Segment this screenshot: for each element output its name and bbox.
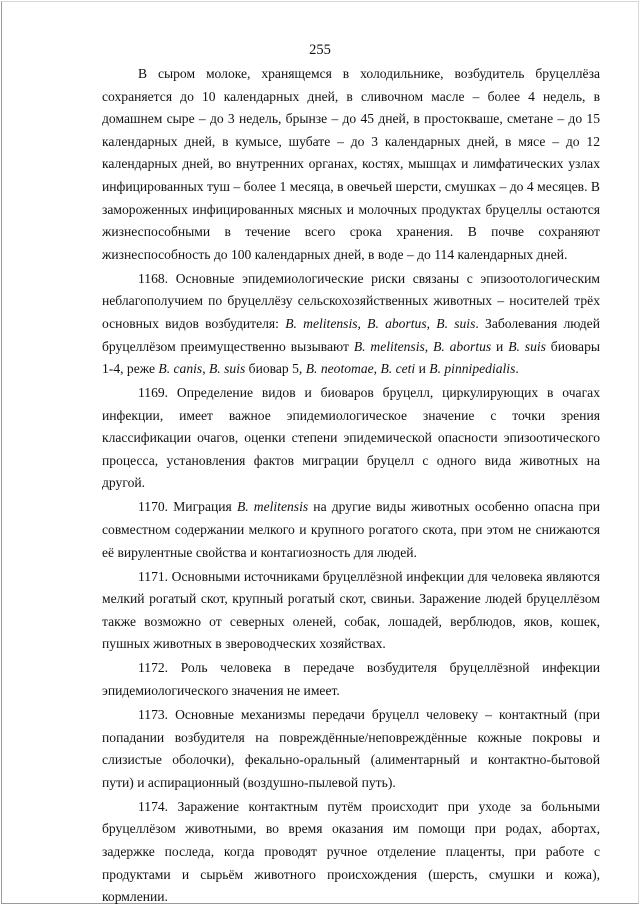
species-name: B. suis bbox=[209, 361, 246, 377]
text-segment: 1173. Основные механизмы передачи бруцелл человеку – контактный (при попадании возбудителя на повреждённые/неповреждённые кожные покровы и слизистые оболочки), фекально-оральный (алиментарный и контактно-бытовой пути) и аспирационный (воздушно-пылевой путь). bbox=[102, 706, 600, 790]
species-name: B. abortus bbox=[433, 338, 492, 354]
text-segment: на другие виды животных особенно опасна при совместном содержании мелкого и крупного рогатого скота, при этом не снижаются её вирулентные свойства и контагиозность для людей. bbox=[102, 499, 601, 560]
paragraph bbox=[102, 63, 600, 266]
species-name: B. neotomae bbox=[305, 361, 374, 377]
paragraph bbox=[102, 382, 600, 495]
species-name: B. melitensis bbox=[285, 315, 358, 331]
text-segment: 1170. Миграция bbox=[138, 499, 237, 515]
text-segment: биовары 1-4, реже bbox=[102, 338, 600, 377]
species-name: B. abortus bbox=[367, 315, 427, 331]
paragraph bbox=[102, 496, 600, 564]
text-segment: и bbox=[491, 338, 509, 354]
paragraph bbox=[102, 796, 600, 909]
text-segment: , bbox=[202, 361, 209, 377]
species-name: B. canis bbox=[158, 361, 203, 377]
text-segment: , bbox=[373, 361, 381, 377]
text-segment: , bbox=[357, 315, 368, 331]
species-name: B. ceti bbox=[380, 361, 416, 377]
text-segment: 1172. Роль человека в передаче возбудителя бруцеллёзной инфекции эпидемиологического значения не имеет. bbox=[102, 660, 600, 698]
text-segment: и bbox=[415, 361, 430, 377]
paragraph bbox=[102, 704, 600, 794]
text-segment: 1171. Основными источниками бруцеллёзной инфекции для человека являются мелкий рогатый скот, крупный рогатый скот, свиньи. Заражение людей бруцеллёзом также возможно от северных оленей, собак, лошадей, верблюдов, яков, кошек, пушных животных в звероводческих хозяйствах. bbox=[102, 568, 600, 652]
species-name: B. suis bbox=[436, 315, 476, 331]
text-segment: биовар 5, bbox=[245, 361, 306, 377]
species-name: B. melitensis bbox=[236, 499, 309, 515]
text-segment: . Заболевания людей бруцеллёзом преимущественно вызывают bbox=[102, 315, 600, 354]
text-segment: В сыром молоке, хранящемся в холодильнике, возбудитель бруцеллёза сохраняется до 10 календарных дней, в сливочном масле – более 4 недель, в домашнем сыре – до 3 недель, брынзе – до 45 дней, в простокваше, сметане – до 15 календарных дней, в кумысе, шубате – до 3 календарных дней, в мясе – до 12 календарных дней, во внутренних органах, костях, мышцах и лимфатических узлах инфицированных туш – более 1 месяца, в овечьей шерсти, смушках – до 4 месяцев. В замороженных инфицированных мясных и молочных продуктах бруцеллы остаются жизнеспособными в течение всего срока хранения. В почве сохраняют жизнеспособность до 100 календарных дней, в воде – до 114 календарных дней. bbox=[102, 66, 600, 262]
species-name: B. pinnipedialis bbox=[429, 361, 516, 377]
text-segment: 1169. Определение видов и биоваров бруцелл, циркулирующих в очагах инфекции, имеет важное эпидемиологическое значение с точки зрения классификации очагов, оценки степени эпидемической опасности эпизоотического процесса, установления фактов миграции бруцелл с одного вида животных на другой. bbox=[102, 385, 600, 491]
page-number: 255 bbox=[309, 42, 331, 58]
paragraph bbox=[102, 268, 600, 381]
species-name: B. melitensis bbox=[353, 338, 425, 354]
text-segment: , bbox=[426, 315, 437, 331]
text-segment: . bbox=[515, 361, 519, 377]
text-segment: , bbox=[424, 338, 434, 354]
text-segment: 1174. Заражение контактным путём происходит при уходе за больными бруцеллёзом животными, во время оказания им помощи при родах, абортах, задержке последа, когда проводят ручное отделение плаценты, при работе с продуктами и сырьём животного происхождения (шерсть, смушки и кожа), кормлении. bbox=[102, 798, 600, 905]
paragraph bbox=[102, 657, 600, 702]
species-name: B. suis bbox=[508, 338, 546, 354]
document-body bbox=[102, 63, 600, 910]
paragraph bbox=[102, 566, 600, 656]
text-segment: 1168. Основные эпидемиологические риски связаны с эпизоотологическим неблагополучием по бруцеллёзу сельскохозяйственных животных – носителей трёх основных видов возбудителя: bbox=[102, 270, 600, 331]
